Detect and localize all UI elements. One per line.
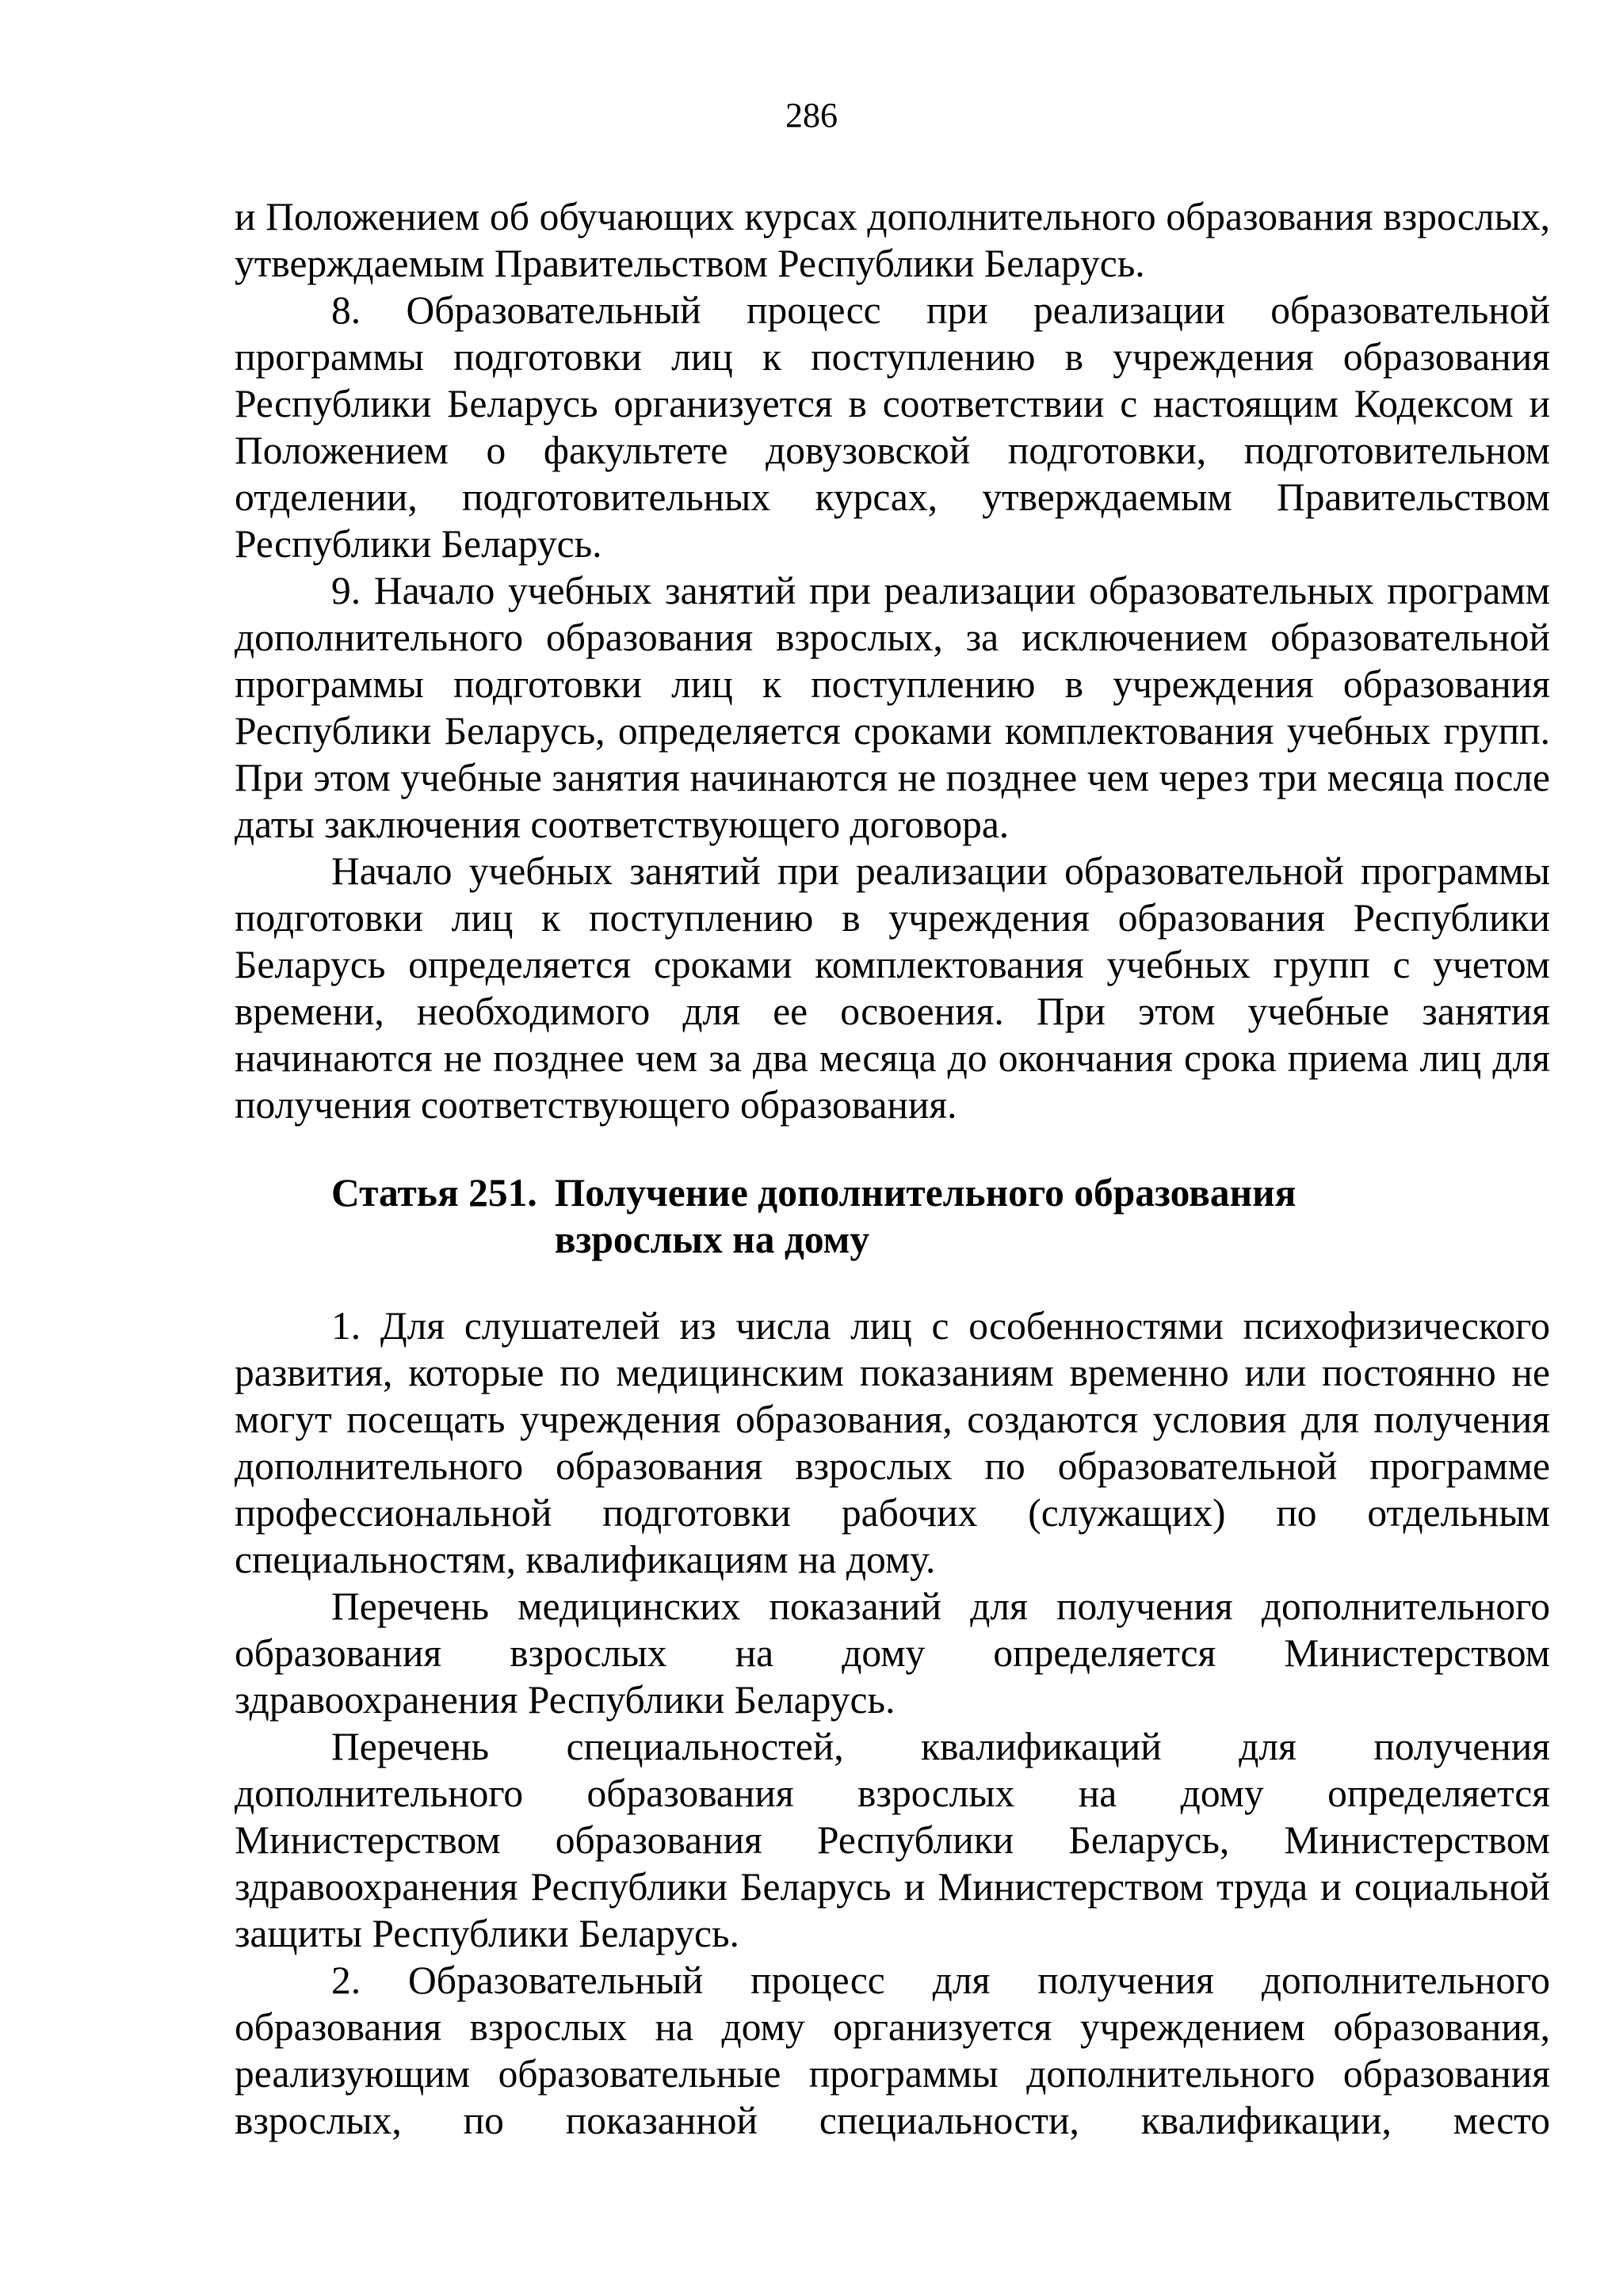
article-number: Статья 251. (331, 1171, 537, 1215)
page-number: 286 (785, 96, 838, 135)
article-title: Получение дополнительного образования взрослых на дому (554, 1171, 1296, 1261)
document-body (235, 193, 1550, 2144)
paragraph-specialties-list: Перечень специальностей, квалификаций для получения дополнительного образования взрослых на дому определяется Министерством образования Республики Беларусь, Министерством здравоохранения Республики Беларусь и Министерством труда и социальной защиты Республики Беларусь. (235, 1725, 1550, 1955)
paragraph-start-of-classes: Начало учебных занятий при реализации образовательной программы подготовки лиц к поступлению в учреждения образования Республики Беларусь определяется сроками комплектования учебных групп с учетом времени, необходимого для ее освоения. При этом учебные занятия начинаются не позднее чем за два месяца до окончания срока приема лиц для получения соответствующего образования. (235, 849, 1550, 1127)
paragraph-item-8: 8. Образовательный процесс при реализации образовательной программы подготовки лиц к поступлению в учреждения образования Республики Беларусь организуется в соответствии с настоящим Кодексом и Положением о факультете довузовской подготовки, подготовительном отделении, подготовительных курсах, утверждаемым Правительством Республики Беларусь. (235, 288, 1550, 566)
paragraph-medical-indications: Перечень медицинских показаний для получения дополнительного образования взрослых на дому определяется Министерством здравоохранения Республики Беларусь. (235, 1585, 1550, 1722)
article-heading (331, 1169, 1550, 1263)
paragraph-item-2: 2. Образовательный процесс для получения дополнительного образования взрослых на дому организуется учреждением образования, реализующим образовательные программы дополнительного образования взрослых, по показанной специальности, квалификации, место (235, 1958, 1550, 2142)
paragraph-item-1: 1. Для слушателей из числа лиц с особенностями психофизического развития, которые по медицинским показаниям временно или постоянно не могут посещать учреждения образования, создаются условия для получения дополнительного образования взрослых по образовательной программе профессиональной подготовки рабочих (служащих) по отдельным специальностям, квалификациям на дому. (235, 1304, 1550, 1581)
paragraph-continuation: и Положением об обучающих курсах дополнительного образования взрослых, утверждаемым Правительством Республики Беларусь. (235, 195, 1550, 285)
paragraph-item-9: 9. Начало учебных занятий при реализации образовательных программ дополнительного образования взрослых, за исключением образовательной программы подготовки лиц к поступлению в учреждения образования Республики Беларусь, определяется сроками комплектования учебных групп. При этом учебные занятия начинаются не позднее чем через три месяца после даты заключения соответствующего договора. (235, 569, 1550, 846)
